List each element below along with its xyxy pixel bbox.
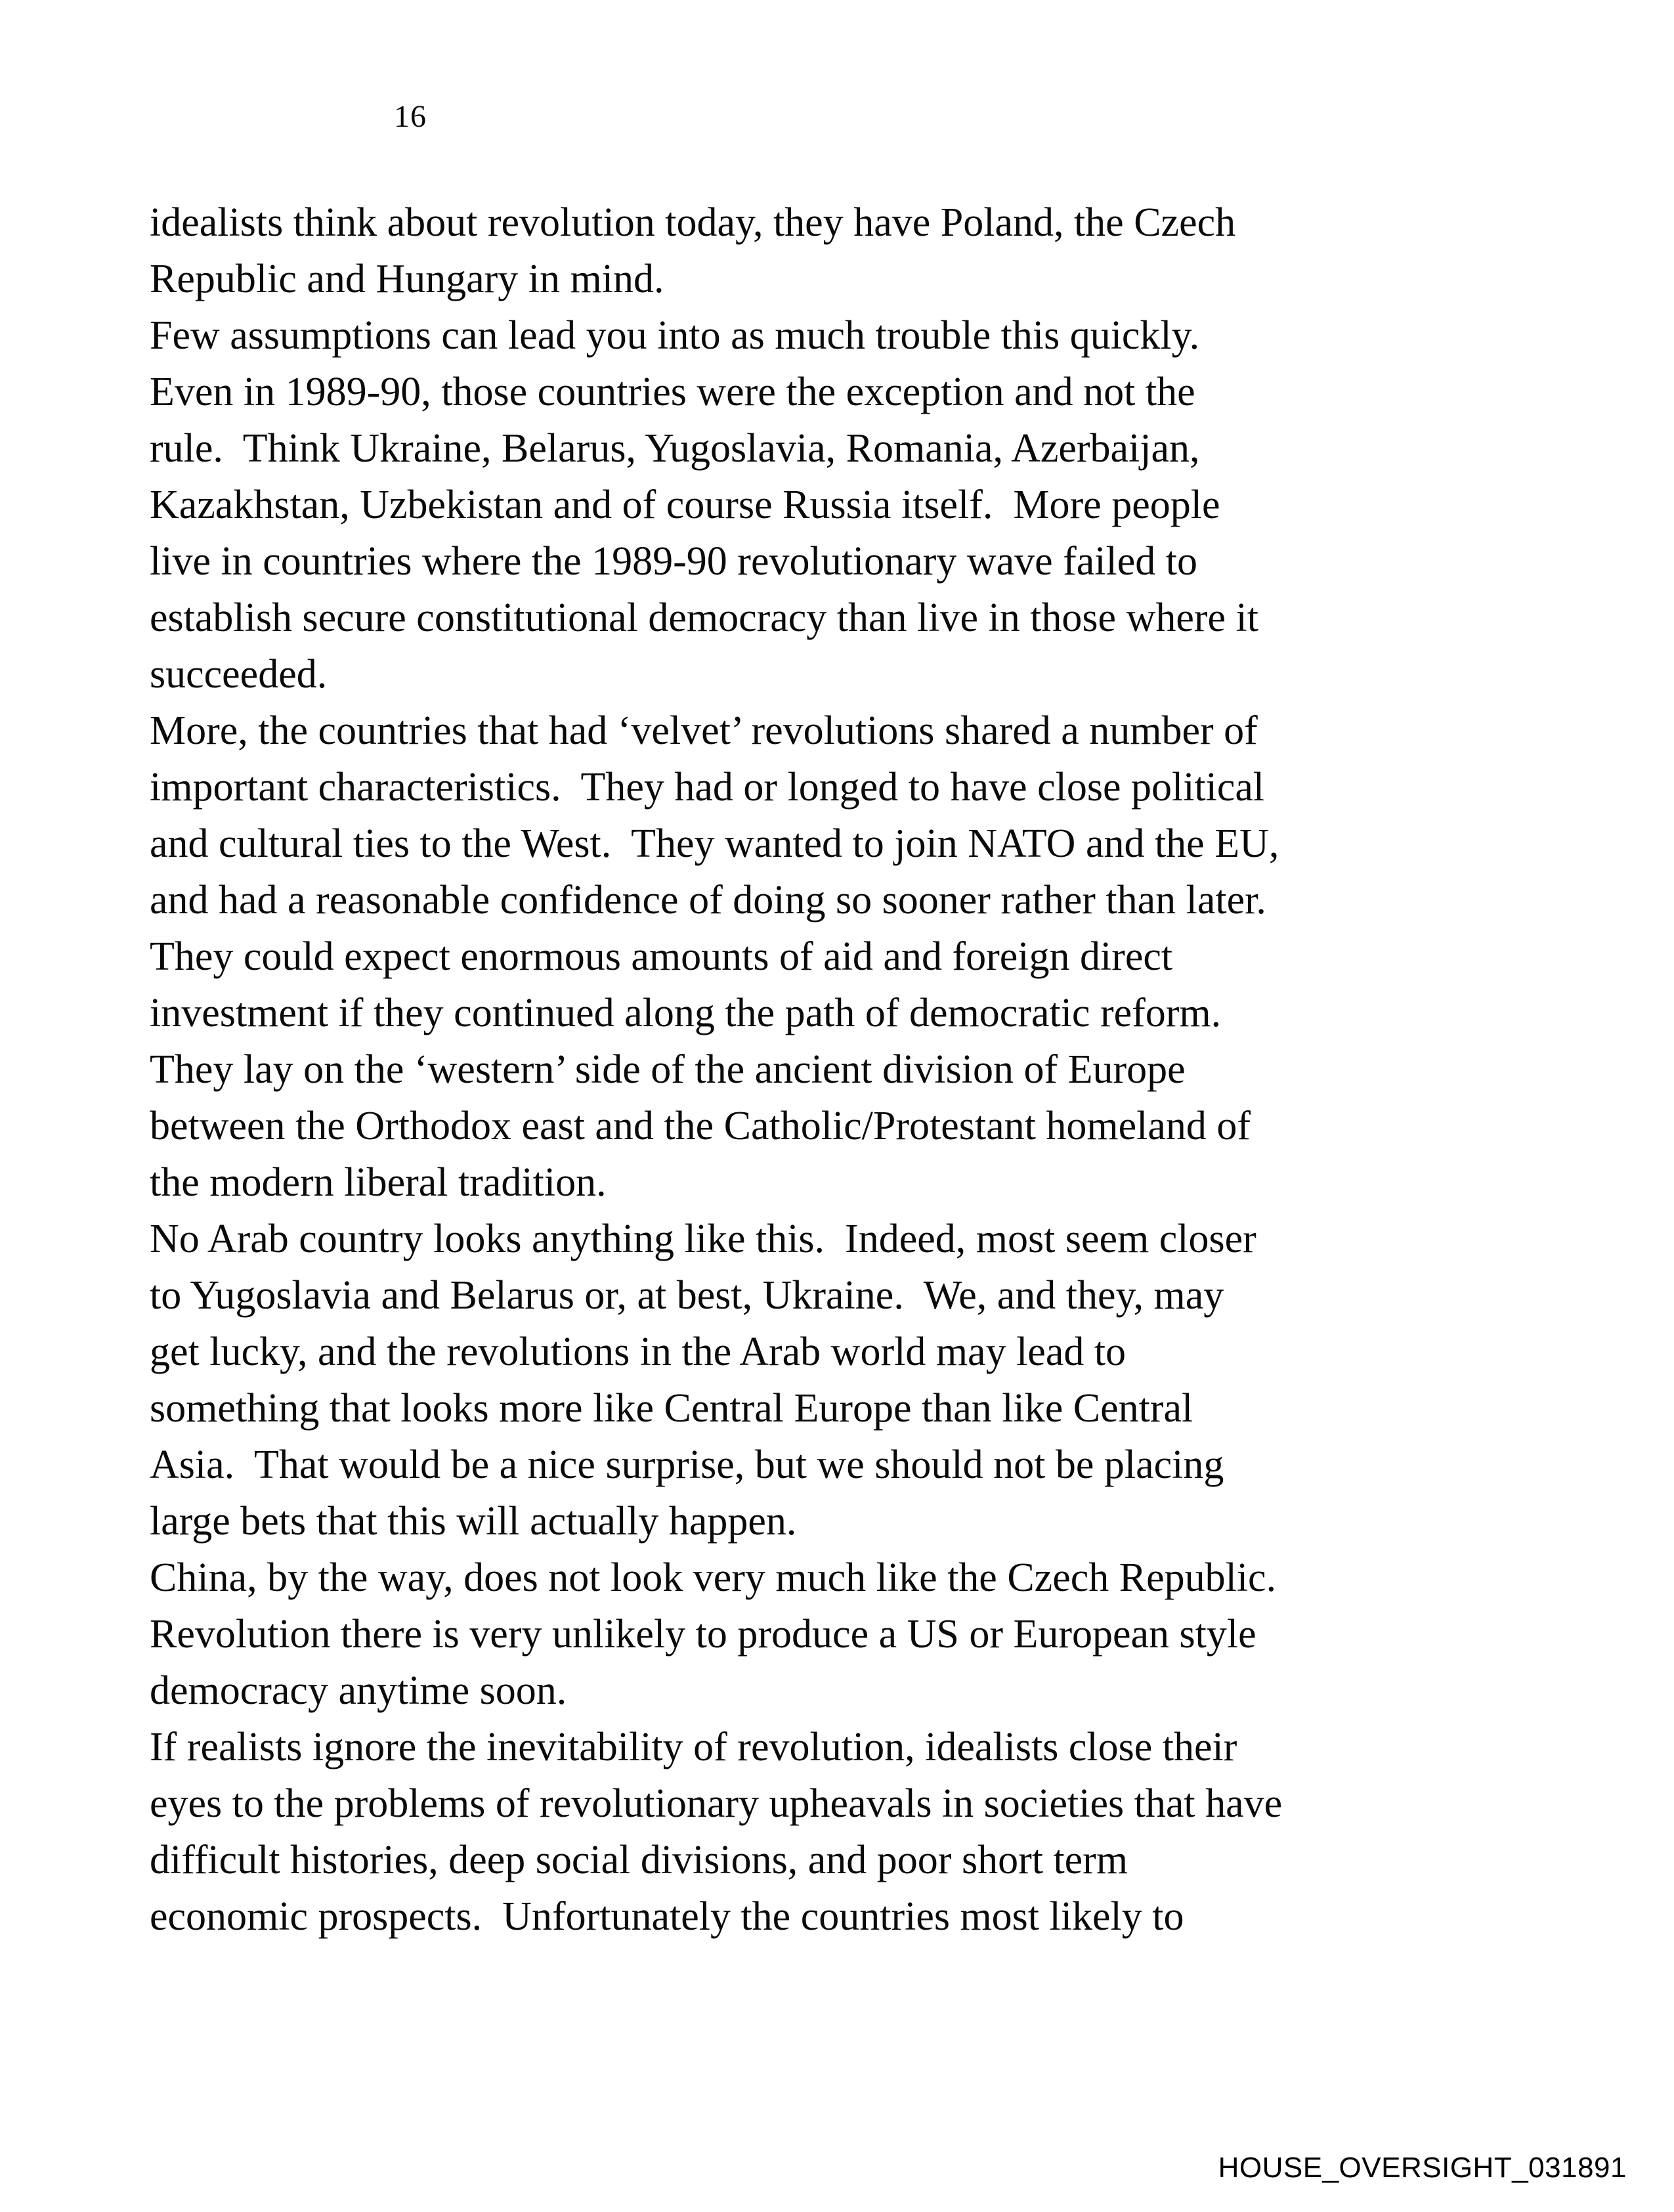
text-line: economic prospects. Unfortunately the countries most likely to xyxy=(150,1894,1184,1939)
text-line: and had a reasonable confidence of doing so sooner rather than later. xyxy=(150,878,1266,922)
text-line: democracy anytime soon. xyxy=(150,1668,567,1713)
text-line: Few assumptions can lead you into as much trouble this quickly. xyxy=(150,313,1200,358)
paragraph xyxy=(150,1719,1548,1945)
paragraph xyxy=(150,703,1548,1211)
text-line: They could expect enormous amounts of aid and foreign direct xyxy=(150,934,1173,979)
text-line: establish secure constitutional democracy than live in those where it xyxy=(150,596,1258,640)
paragraph xyxy=(150,194,1548,307)
text-line: Kazakhstan, Uzbekistan and of course Russia itself. More people xyxy=(150,483,1220,527)
text-line: More, the countries that had ‘velvet’ revolutions shared a number of xyxy=(150,708,1258,753)
text-line: Revolution there is very unlikely to produce a US or European style xyxy=(150,1612,1256,1657)
bates-stamp: HOUSE_OVERSIGHT_031891 xyxy=(1218,2152,1627,2184)
text-line: the modern liberal tradition. xyxy=(150,1160,607,1205)
paragraph xyxy=(150,1550,1548,1719)
text-line: to Yugoslavia and Belarus or, at best, Ukraine. We, and they, may xyxy=(150,1273,1224,1318)
text-line: They lay on the ‘western’ side of the ancient division of Europe xyxy=(150,1047,1186,1092)
text-line: China, by the way, does not look very much like the Czech Republic. xyxy=(150,1555,1277,1600)
text-line: rule. Think Ukraine, Belarus, Yugoslavia, Romania, Azerbaijan, xyxy=(150,426,1200,471)
text-line: Asia. That would be a nice surprise, but we should not be placing xyxy=(150,1442,1224,1487)
text-line: important characteristics. They had or longed to have close political xyxy=(150,765,1265,810)
text-line: live in countries where the 1989-90 revolutionary wave failed to xyxy=(150,539,1197,584)
text-line: large bets that this will actually happen. xyxy=(150,1499,797,1544)
text-line: eyes to the problems of revolutionary upheavals in societies that have xyxy=(150,1781,1283,1826)
text-line: and cultural ties to the West. They wanted to join NATO and the EU, xyxy=(150,821,1279,866)
text-line: No Arab country looks anything like this. Indeed, most seem closer xyxy=(150,1217,1256,1261)
page-number: 16 xyxy=(394,99,427,134)
text-line: get lucky, and the revolutions in the Arab world may lead to xyxy=(150,1330,1127,1374)
text-line: something that looks more like Central Europe than like Central xyxy=(150,1386,1193,1431)
paragraph xyxy=(150,307,1548,703)
text-line: Even in 1989-90, those countries were the exception and not the xyxy=(150,370,1195,414)
document-body xyxy=(150,194,1548,1945)
text-line: investment if they continued along the path of democratic reform. xyxy=(150,991,1222,1035)
text-line: difficult histories, deep social divisions, and poor short term xyxy=(150,1838,1128,1882)
text-line: succeeded. xyxy=(150,652,328,697)
text-line: idealists think about revolution today, they have Poland, the Czech xyxy=(150,200,1236,245)
text-line: between the Orthodox east and the Catholic/Protestant homeland of xyxy=(150,1104,1251,1148)
paragraph xyxy=(150,1211,1548,1550)
text-line: If realists ignore the inevitability of revolution, idealists close their xyxy=(150,1725,1237,1769)
text-line: Republic and Hungary in mind. xyxy=(150,257,664,301)
